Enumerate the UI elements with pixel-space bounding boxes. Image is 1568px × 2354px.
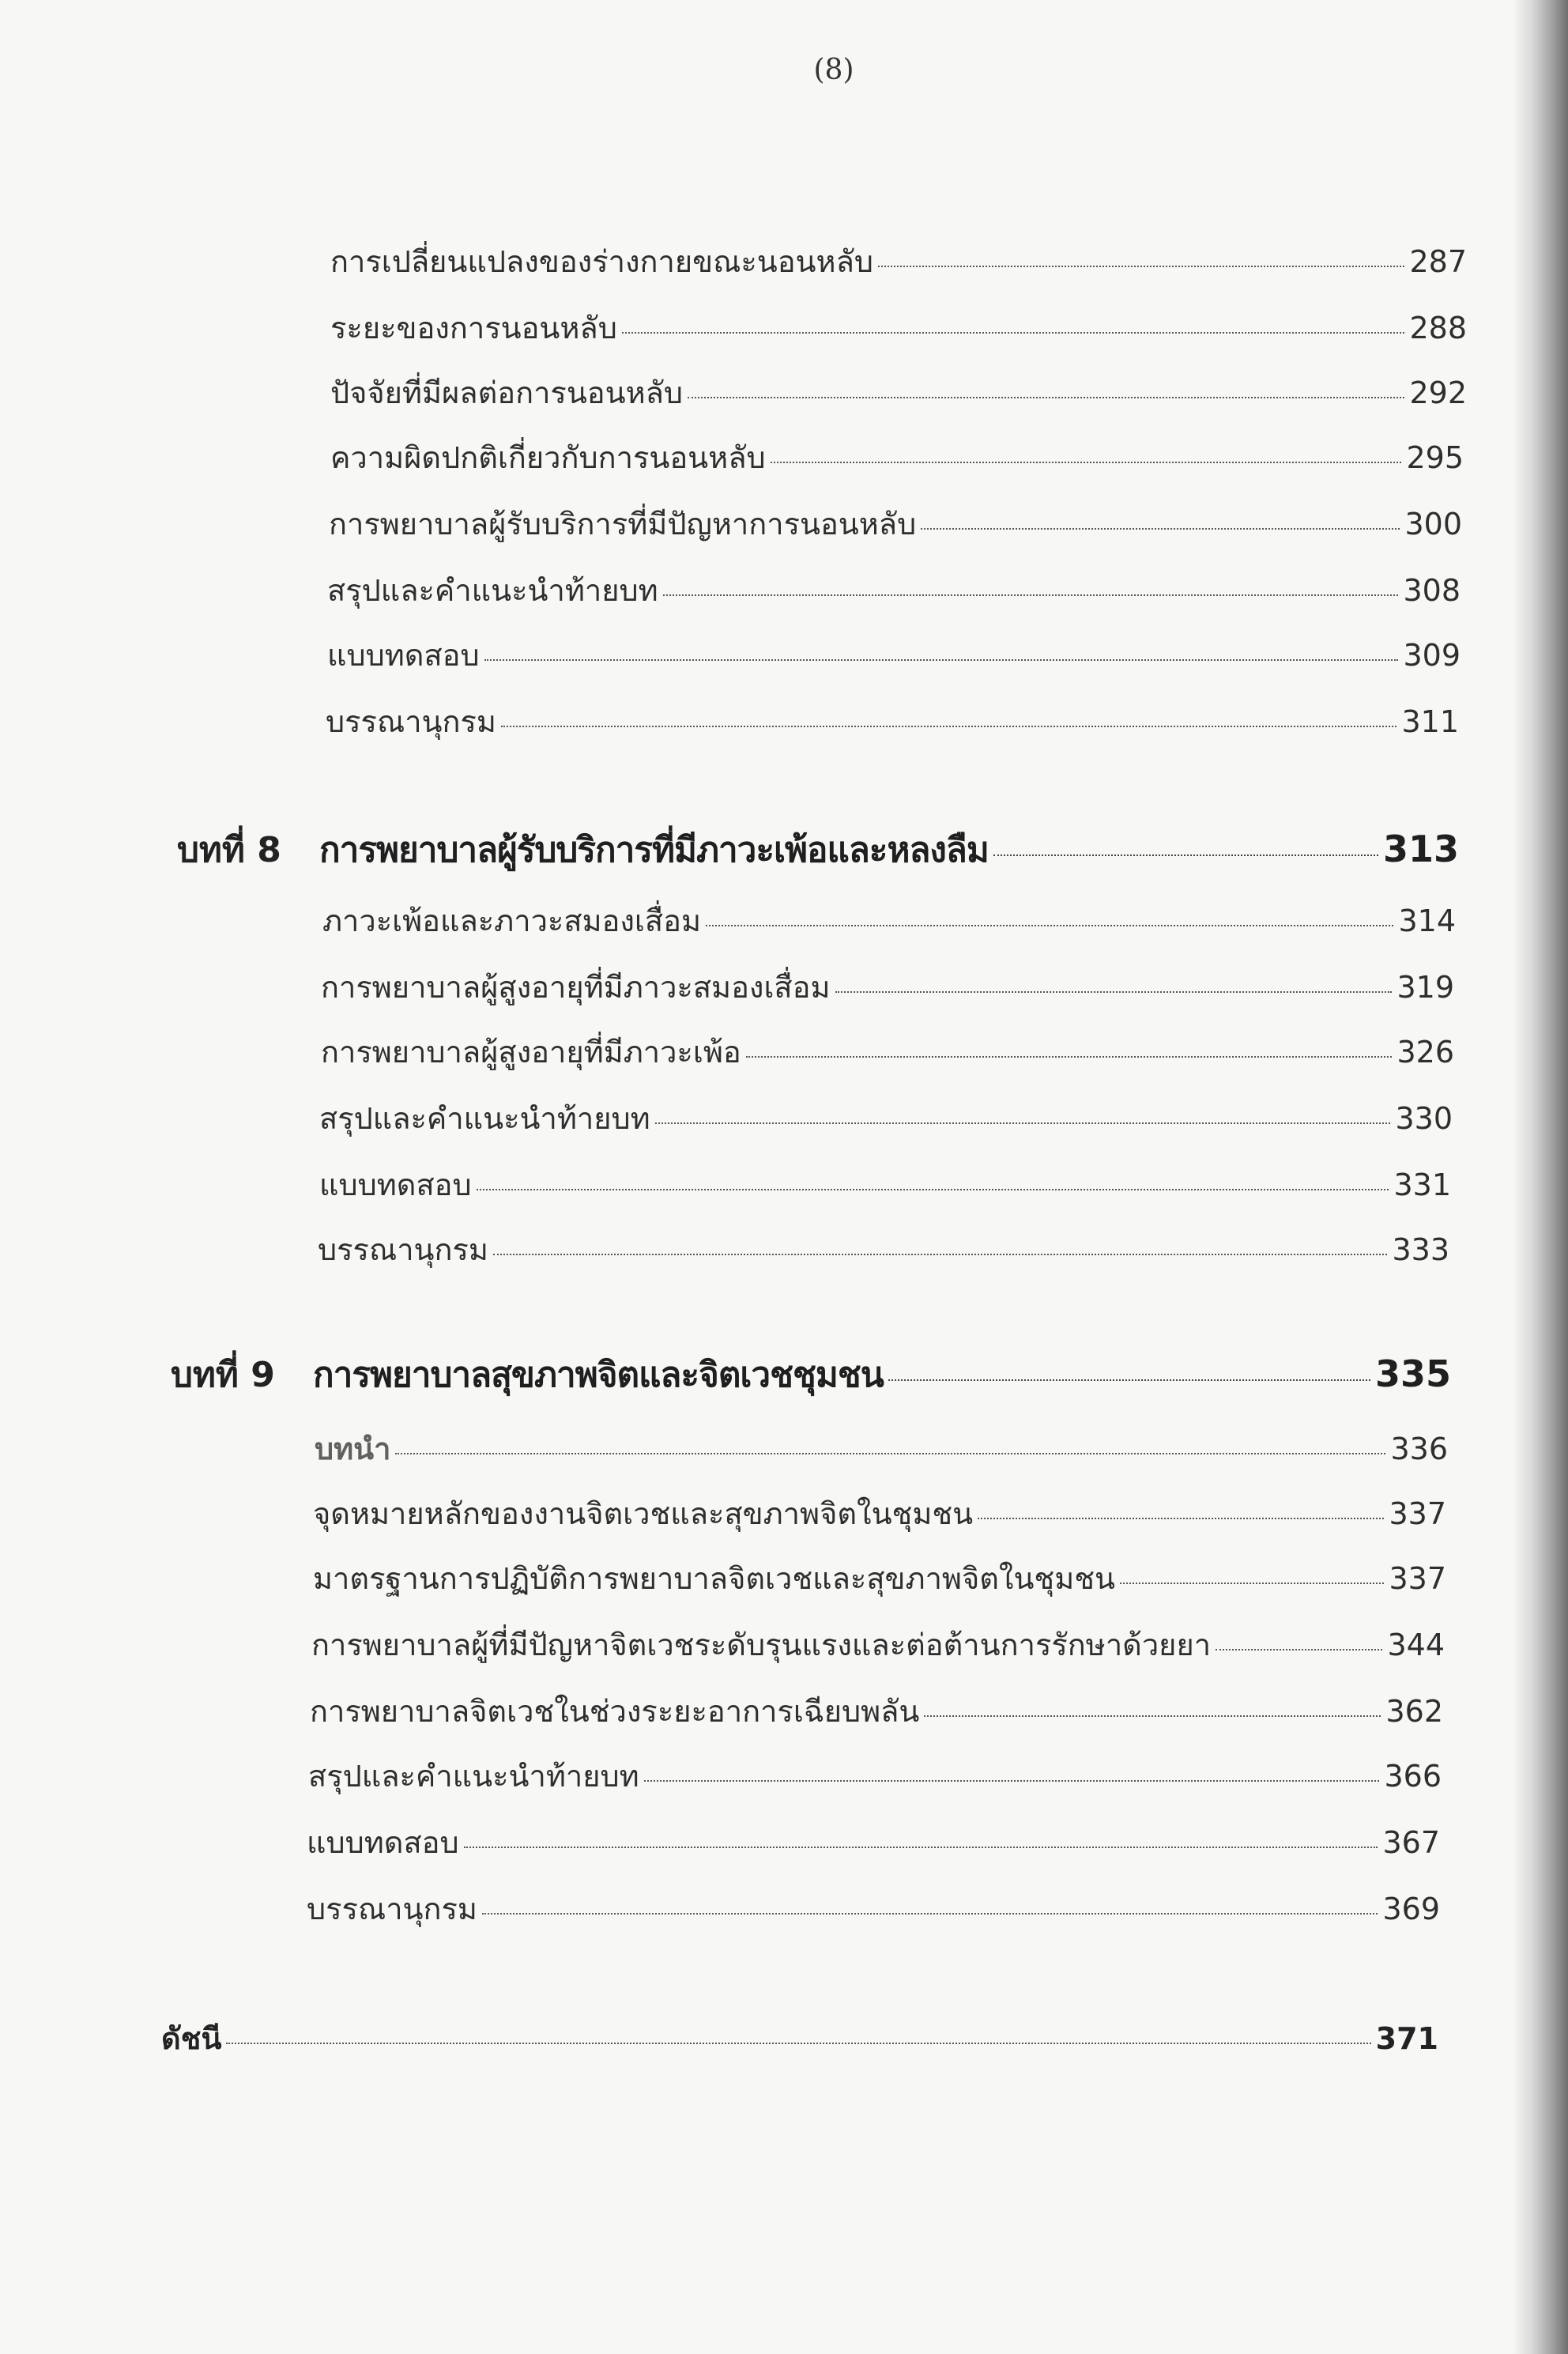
dot-leader [746,1056,1393,1058]
toc-entry-title: ระยะของการนอนหลับ [330,311,617,345]
toc-entry-page: 336 [1390,1432,1448,1466]
toc-entry-title: ปัจจัยที่มีผลต่อการนอนหลับ [330,375,684,410]
toc-entry-title: บรรณานุกรม [307,1892,477,1926]
toc-entry[interactable] [310,1687,1443,1734]
toc-entry-page: 314 [1398,903,1456,938]
toc-entry-title: แบบทดสอบ [319,1168,472,1202]
dot-leader [226,2043,1370,2044]
dot-leader [493,1254,1387,1255]
toc-entry-title: การพยาบาลผู้ที่มีปัญหาจิตเวชระดับรุนแรงและต่อต้านการรักษาด้วยยา [311,1628,1212,1662]
toc-entry-title: สรุปและคำแนะนำท้ายบท [319,1101,650,1136]
dot-leader [1120,1583,1384,1584]
toc-entry-title: บรรณานุกรม [318,1232,488,1267]
page-edge-shadow [1513,0,1568,2354]
toc-entry[interactable] [315,1424,1448,1472]
chapter-label: บทที่ 8 [177,830,281,870]
toc-entry-page: 331 [1393,1168,1451,1202]
toc-entry-page: 309 [1403,638,1461,673]
dot-leader [921,528,1400,530]
toc-entry-page: 326 [1396,1035,1454,1069]
toc-entry-page: 292 [1409,375,1467,410]
toc-entry-title: บรรณานุกรม [326,704,496,739]
toc-entry[interactable] [329,500,1462,547]
chapter-page: 313 [1382,828,1459,870]
toc-entry-page: 311 [1401,704,1459,739]
dot-leader [878,266,1404,267]
toc-entry[interactable] [327,631,1461,678]
toc-entry-title: การพยาบาลผู้รับบริการที่มีปัญหาการนอนหลับ [329,507,917,541]
dot-leader [395,1453,1385,1454]
toc-entry-page: 308 [1403,573,1461,608]
toc-entry[interactable] [307,1818,1440,1865]
dot-leader [644,1780,1380,1782]
toc-entry[interactable] [319,1160,1451,1208]
toc-entry[interactable] [313,1554,1446,1601]
toc-entry-page: 337 [1389,1496,1446,1531]
toc-entry-title: จุดหมายหลักของงานจิตเวชและสุขภาพจิตในชุมชน [313,1496,974,1531]
chapter-heading[interactable] [171,1347,1451,1402]
dot-leader [622,332,1405,334]
dot-leader [924,1715,1381,1717]
toc-entry-page: 287 [1409,244,1467,279]
chapter-heading[interactable] [177,822,1459,877]
toc-entry-page: 333 [1392,1232,1449,1267]
toc-entry-title: สรุปและคำแนะนำท้ายบท [308,1759,639,1794]
toc-entry-page: 295 [1406,440,1464,475]
toc-entry[interactable] [307,1884,1440,1932]
index-entry[interactable] [161,2014,1438,2062]
toc-entry[interactable] [330,368,1467,416]
toc-entry-title: แบบทดสอบ [327,638,480,673]
toc-entry-title: ภาวะเพ้อและภาวะสมองเสื่อม [322,903,701,938]
toc-entry[interactable] [308,1752,1442,1799]
toc-entry[interactable] [318,1225,1449,1273]
toc-entry-page: 288 [1409,311,1467,345]
dot-leader [501,726,1396,727]
toc-entry-page: 300 [1404,507,1462,541]
chapter-title: การพยาบาลสุขภาพจิตและจิตเวชชุมชน [313,1355,884,1395]
dot-leader [655,1122,1391,1124]
dot-leader [484,659,1399,661]
toc-entry[interactable] [330,433,1464,481]
toc-entry-page: 369 [1382,1892,1440,1926]
toc-entry-title: การพยาบาลจิตเวชในช่วงระยะอาการเฉียบพลัน [310,1694,920,1729]
toc-entry[interactable] [326,697,1459,745]
dot-leader [993,854,1378,856]
toc-entry[interactable] [313,1489,1446,1537]
dot-leader [978,1518,1384,1519]
page-number: (8) [813,54,854,86]
toc-entry[interactable] [322,896,1456,944]
toc-entry-title: การพยาบาลผู้สูงอายุที่มีภาวะเพ้อ [321,1035,741,1069]
toc-entry-title: การพยาบาลผู้สูงอายุที่มีภาวะสมองเสื่อม [321,970,831,1005]
toc-entry-title: สรุปและคำแนะนำท้ายบท [327,573,658,608]
toc-entry[interactable] [321,963,1454,1010]
toc-entry-page: 344 [1387,1628,1445,1662]
toc-entry[interactable] [330,237,1467,285]
toc-entry-page: 330 [1395,1101,1453,1136]
toc-entry-title: ความผิดปกติเกี่ยวกับการนอนหลับ [330,440,766,475]
dot-leader [482,1913,1378,1915]
dot-leader [688,397,1404,398]
toc-entry[interactable] [327,566,1461,613]
toc-entry-page: 366 [1384,1759,1442,1794]
chapter-page: 335 [1374,1352,1451,1395]
dot-leader [771,462,1402,463]
toc-entry-page: 337 [1389,1561,1446,1596]
dot-leader [706,925,1393,926]
toc-entry-page: 319 [1396,970,1454,1005]
toc-entry-page: 362 [1385,1694,1443,1729]
toc-entry-title: การเปลี่ยนแปลงของร่างกายขณะนอนหลับ [330,244,873,279]
index-title: ดัชนี [161,2021,222,2056]
dot-leader [1216,1649,1382,1650]
chapter-label: บทที่ 9 [171,1355,275,1395]
toc-entry-title: แบบทดสอบ [307,1825,459,1860]
dot-leader [464,1847,1378,1848]
toc-entry-title: มาตรฐานการปฏิบัติการพยาบาลจิตเวชและสุขภาพจิตในชุมชน [313,1561,1116,1596]
index-page: 371 [1375,2021,1438,2056]
dot-leader [835,991,1393,993]
toc-entry-page: 367 [1382,1825,1440,1860]
chapter-title: การพยาบาลผู้รับบริการที่มีภาวะเพ้อและหลงลืม [319,830,989,870]
toc-entry[interactable] [311,1620,1445,1668]
toc-entry[interactable] [330,304,1467,351]
dot-leader [663,594,1399,596]
toc-entry[interactable] [319,1094,1453,1141]
dot-leader [477,1189,1389,1190]
dot-leader [888,1379,1370,1381]
toc-entry[interactable] [321,1028,1454,1075]
toc-entry-title: บทนำ [315,1432,391,1466]
